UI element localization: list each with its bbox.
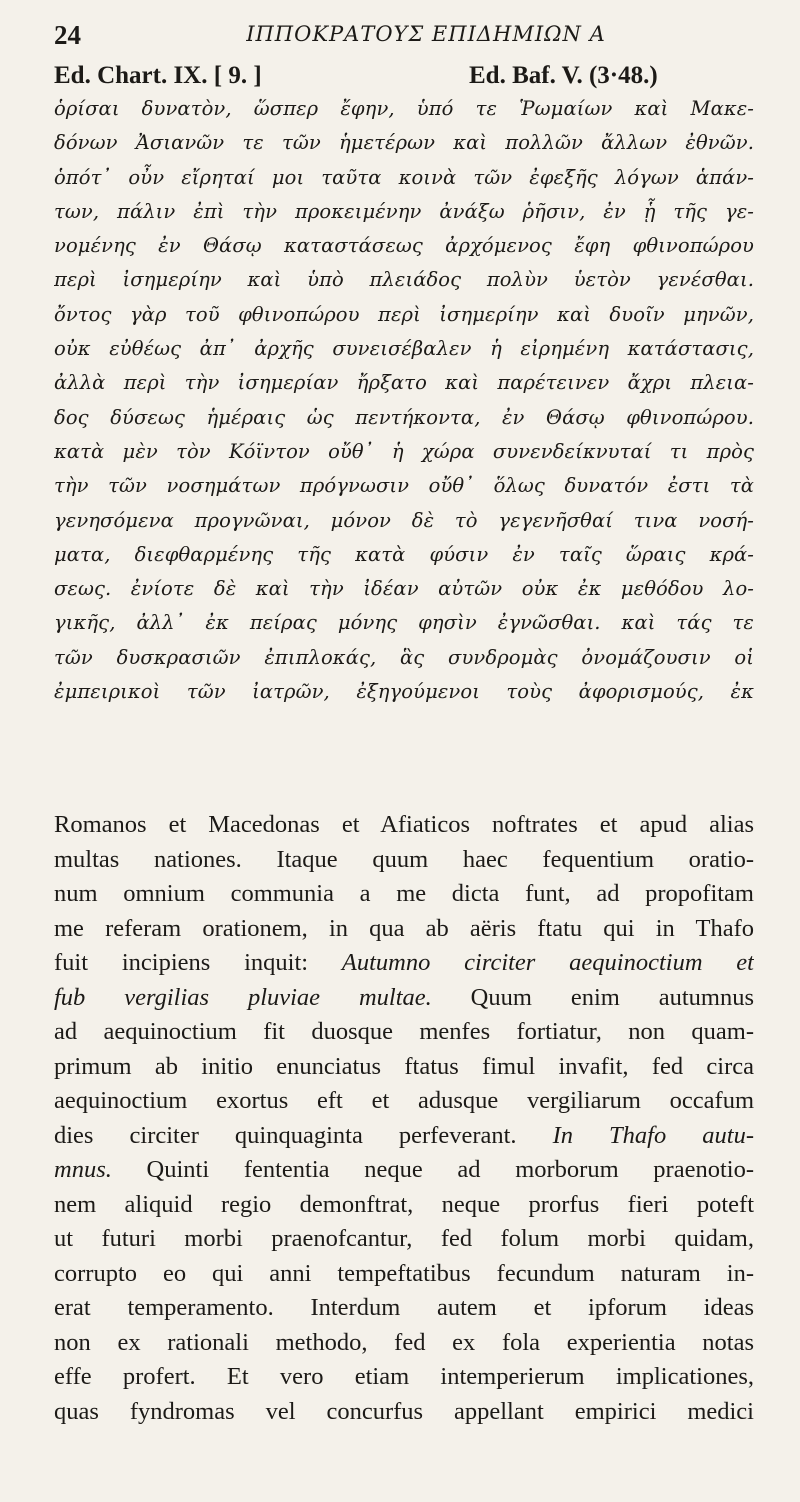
greek-text-line: οὐκ εὐθέως ἀπ᾽ ἀρχῆς συνεισέβαλεν ἡ εἰρημένη κατάστασις, bbox=[54, 337, 754, 361]
greek-text-line: δόνων Ἀσιανῶν τε τῶν ἡμετέρων καὶ πολλῶν ἄλλων ἐθνῶν. bbox=[54, 131, 754, 155]
latin-text-line bbox=[54, 981, 754, 1016]
latin-text-line bbox=[54, 1326, 754, 1361]
edition-reference-basel: Ed. Baf. V. (3·48.) bbox=[469, 62, 658, 89]
latin-text-line bbox=[54, 1119, 754, 1154]
latin-text-run: effe profert. Et vero etiam intemperierum implicationes, bbox=[54, 1363, 754, 1390]
latin-text-run: fuit incipiens inquit: bbox=[54, 949, 342, 976]
greek-text-line: περὶ ἰσημερίην καὶ ὑπὸ πλειάδος πολὺν ὑετὸν γενέσθαι. bbox=[54, 268, 754, 292]
latin-lemma-italic: mnus. bbox=[54, 1156, 112, 1183]
latin-text-line bbox=[54, 877, 754, 912]
latin-lemma-italic: In Thafo autu- bbox=[552, 1121, 754, 1149]
latin-lemma-italic: Autumno circiter aequinoctium et bbox=[341, 949, 754, 976]
latin-text-run: quas fyndromas vel concurfus appellant empirici medici bbox=[54, 1397, 754, 1425]
greek-text-line: σεως. ἐνίοτε δὲ καὶ τὴν ἰδέαν αὐτῶν οὐκ ἐκ μεθόδου λο- bbox=[54, 577, 754, 601]
latin-text-line bbox=[54, 1188, 754, 1223]
latin-text-run: erat temperamento. Interdum autem et ipforum ideas bbox=[54, 1294, 754, 1321]
latin-text-run: corrupto eo qui anni tempeftatibus fecundum naturam in- bbox=[54, 1259, 754, 1287]
greek-text-line: γενησόμενα προγνῶναι, μόνον δὲ τὸ γεγενῆσθαί τινα νοσή- bbox=[54, 508, 754, 532]
latin-text-run: multas nationes. Itaque quum haec fequentium oratio- bbox=[54, 845, 754, 873]
greek-text-line: ἐμπειρικοὶ τῶν ἰατρῶν, ἐξηγούμενοι τοὺς ἀφορισμούς, ἐκ bbox=[54, 680, 754, 704]
edition-reference-chartier: Ed. Chart. IX. [ 9. ] bbox=[54, 62, 262, 89]
latin-lemma-italic: fub vergilias pluviae multae. bbox=[54, 983, 432, 1011]
greek-text-line: ματα, διεφθαρμένης τῆς κατὰ φύσιν ἐν ταῖς ὥραις κρά- bbox=[54, 542, 754, 566]
latin-text-line bbox=[54, 912, 754, 947]
greek-text-block bbox=[54, 92, 754, 709]
latin-text-run: ad aequinoctium fit duosque menfes fortiatur, non quam- bbox=[54, 1018, 754, 1045]
latin-text-block bbox=[54, 808, 754, 1429]
latin-text-run: Romanos et Macedonas et Afiaticos noftrates et apud alias bbox=[54, 811, 754, 838]
latin-text-line bbox=[54, 1395, 754, 1430]
latin-text-run: ut futuri morbi praenofcantur, fed folum morbi quidam, bbox=[54, 1225, 754, 1252]
greek-text-line: ὁπότ᾽ οὖν εἴρηταί μοι ταῦτα κοινὰ τῶν ἐφεξῆς λόγων ἁπάν- bbox=[54, 165, 754, 189]
latin-text-line bbox=[54, 1360, 754, 1395]
latin-text-line bbox=[54, 1153, 754, 1188]
greek-text-line: ὄντος γὰρ τοῦ φθινοπώρου περὶ ἰσημερίην καὶ δυοῖν μηνῶν, bbox=[54, 302, 754, 326]
running-title: ΙΠΠΟΚΡΑΤΟΥΣ ΕΠΙΔΗΜΙΩΝ Α bbox=[246, 22, 606, 46]
greek-text-line: νομένης ἐν Θάσῳ καταστάσεως ἀρχόμενος ἔφη φθινοπώρου bbox=[54, 234, 754, 258]
latin-text-run: me referam orationem, in qua ab aëris ftatu qui in Thafo bbox=[54, 914, 754, 942]
latin-text-run: num omnium communia a me dicta funt, ad propofitam bbox=[54, 880, 754, 907]
page-number: 24 bbox=[54, 20, 81, 50]
latin-text-line bbox=[54, 1084, 754, 1119]
greek-text-line: των, πάλιν ἐπὶ τὴν προκειμένην ἀνάξω ῥῆσιν, ἐν ᾗ τῆς γε- bbox=[54, 199, 754, 223]
greek-text-line: γικῆς, ἀλλ᾽ ἐκ πείρας μόνης φησὶν ἐγνῶσθαι. καὶ τάς τε bbox=[54, 611, 754, 635]
greek-text-line: ὁρίσαι δυνατὸν, ὥσπερ ἔφην, ὑπό τε Ῥωμαίων καὶ Μακε- bbox=[54, 97, 754, 120]
latin-text-line bbox=[54, 946, 754, 981]
latin-text-line bbox=[54, 1222, 754, 1257]
latin-text-run: dies circiter quinquaginta perfeverant. bbox=[54, 1121, 553, 1149]
latin-text-run: Quinti fententia neque ad morborum praenotio- bbox=[111, 1156, 754, 1183]
latin-text-line bbox=[54, 808, 754, 843]
edition-reference-line bbox=[54, 62, 754, 94]
greek-text-line: δος δύσεως ἡμέραις ὡς πεντήκοντα, ἐν Θάσῳ φθινοπώρου. bbox=[54, 405, 754, 429]
latin-text-line bbox=[54, 1050, 754, 1085]
latin-text-line bbox=[54, 1291, 754, 1326]
greek-text-line: ἀλλὰ περὶ τὴν ἰσημερίαν ἤρξατο καὶ παρέτεινεν ἄχρι πλεια- bbox=[54, 371, 754, 395]
greek-text-line: τὴν τῶν νοσημάτων πρόγνωσιν οὔθ᾽ ὅλως δυνατόν ἐστι τὰ bbox=[54, 474, 754, 498]
latin-text-run: Quum enim autumnus bbox=[431, 983, 754, 1011]
latin-text-line bbox=[54, 1015, 754, 1050]
latin-text-run: non ex rationali methodo, fed ex fola experientia notas bbox=[54, 1328, 754, 1356]
latin-text-run: aequinoctium exortus eft et adusque vergiliarum occafum bbox=[54, 1087, 754, 1114]
greek-text-line: τῶν δυσκρασιῶν ἐπιπλοκάς, ἃς συνδρομὰς ὀνομάζουσιν οἱ bbox=[54, 645, 754, 669]
latin-text-run: nem aliquid regio demonftrat, neque prorfus fieri poteft bbox=[54, 1190, 754, 1218]
latin-text-run: primum ab initio enunciatus ftatus fimul invafit, fed circa bbox=[54, 1052, 754, 1080]
latin-text-line bbox=[54, 1257, 754, 1292]
greek-text-line: κατὰ μὲν τὸν Κόϊντον οὔθ᾽ ἡ χώρα συνενδείκνυταί τι πρὸς bbox=[54, 439, 754, 463]
page-header bbox=[54, 20, 754, 56]
latin-text-line bbox=[54, 843, 754, 878]
